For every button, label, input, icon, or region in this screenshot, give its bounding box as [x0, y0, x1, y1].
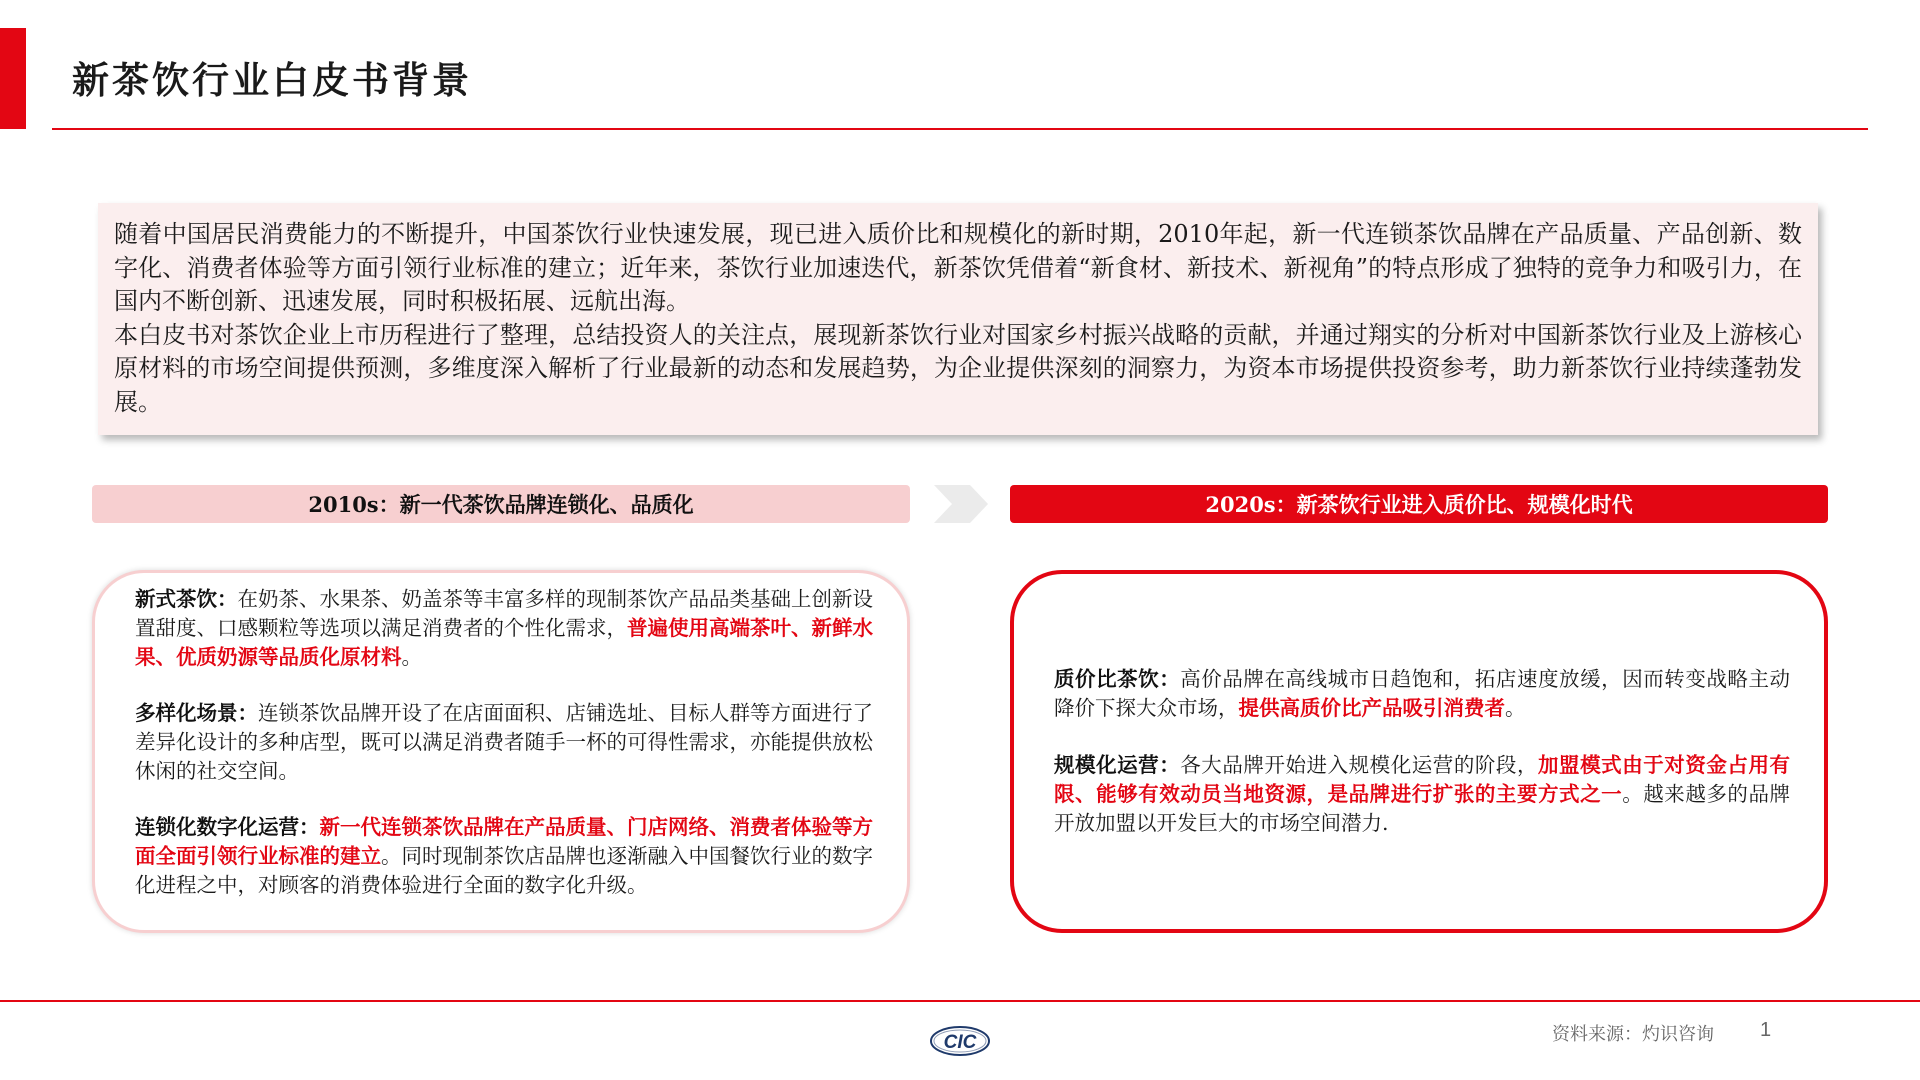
section-value-tea: [1054, 665, 1790, 723]
section-highlight: 普遍使用高端茶叶、新鲜水果、优质奶源等品质化原材料: [135, 616, 873, 669]
section-diverse-scenes: [135, 699, 873, 786]
era-2020s-panel: [1010, 570, 1828, 933]
section-highlight: 新一代连锁茶饮品牌在产品质量、门店网络、消费者体验等方面全面引领行业标准的建立: [135, 815, 873, 868]
page-number: 1: [1760, 1019, 1772, 1041]
source-note: 资料来源：灼识咨询: [1552, 1024, 1714, 1045]
section-highlight: 提供高质价比产品吸引消费者: [1238, 696, 1505, 720]
chevron-right-icon: [934, 485, 990, 523]
section-scale-ops: [1054, 751, 1790, 838]
section-title: 连锁化数字化运营：: [135, 815, 320, 839]
section-text: 在奶茶、水果茶、奶盖茶等丰富多样的现制茶饮产品品类基础上创新设置甜度、口感颗粒等选项以满足消费者的个性化需求，: [135, 587, 873, 640]
era-2020s-banner: 2020s：新茶饮行业进入质价比、规模化时代: [1010, 485, 1828, 523]
era-2010s-banner: 2010s：新一代茶饮品牌连锁化、品质化: [92, 485, 910, 523]
section-chain-digital-ops: [135, 813, 873, 900]
section-title: 新式茶饮：: [135, 587, 238, 611]
era-2010s-panel: [92, 570, 910, 933]
section-text: 高价品牌在高线城市日趋饱和，拓店速度放缓，因而转变战略主动降价下探大众市场，: [1054, 667, 1790, 720]
logo-text: CIC: [943, 1032, 977, 1053]
section-tail: 。: [1505, 696, 1526, 720]
section-tail: 。越来越多的品牌开放加盟以开发巨大的市场空间潜力.: [1054, 782, 1791, 835]
intro-paragraph-1: 随着中国居民消费能力的不断提升，中国茶饮行业快速发展，现已进入质价比和规模化的新时期，2010年起，新一代连锁茶饮品牌在产品质量、产品创新、数字化、消费者体验等方面引领行业标准的建立；近年来，茶饮行业加速迭代，新茶饮凭借着“新食材、新技术、新视角”的特点形成了独特的竞争力和吸引力，在国内不断创新、迅速发展，同时积极拓展、远航出海。: [114, 220, 1802, 315]
cic-logo: [928, 1022, 992, 1060]
intro-paragraph-2: 本白皮书对茶饮企业上市历程进行了整理，总结投资人的关注点，展现新茶饮行业对国家乡村振兴战略的贡献，并通过翔实的分析对中国新茶饮行业及上游核心原材料的市场空间提供预测，多维度深入解析了行业最新的动态和发展趋势，为企业提供深刻的洞察力，为资本市场提供投资参考，助力新茶饮行业持续蓬勃发展。: [114, 320, 1802, 416]
section-title: 规模化运营：: [1054, 753, 1181, 777]
section-text: 连锁茶饮品牌开设了在店面面积、店铺选址、目标人群等方面进行了差异化设计的多种店型，既可以满足消费者随手一杯的可得性需求，亦能提供放松休闲的社交空间。: [135, 701, 873, 783]
footer-divider: [0, 1000, 1920, 1002]
title-divider: [52, 128, 1868, 130]
section-title: 质价比茶饮：: [1054, 667, 1181, 691]
section-highlight: 加盟模式由于对资金占用有限、能够有效动员当地资源，是品牌进行扩张的主要方式之一: [1054, 753, 1791, 806]
title-accent-bar: [0, 28, 26, 129]
section-new-style-tea: [135, 585, 873, 672]
section-text: 各大品牌开始进入规模化运营的阶段，: [1180, 753, 1539, 777]
section-tail: 。同时现制茶饮店品牌也逐渐融入中国餐饮行业的数字化进程之中，对顾客的消费体验进行全面的数字化升级。: [135, 844, 873, 897]
section-title: 多样化场景：: [135, 701, 258, 725]
intro-box: [98, 203, 1818, 435]
page-title: 新茶饮行业白皮书背景: [72, 58, 472, 102]
section-tail: 。: [401, 645, 422, 669]
